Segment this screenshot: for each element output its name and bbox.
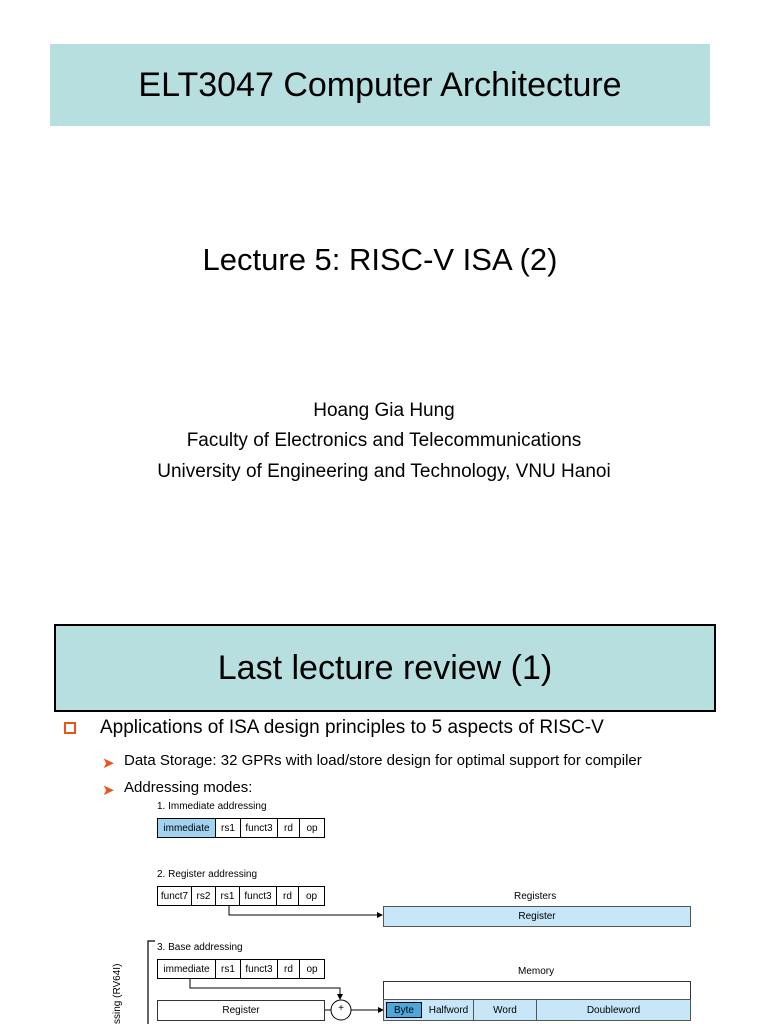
field-rs1: rs1 xyxy=(216,960,241,978)
field-op: op xyxy=(306,963,318,975)
registers-label: Registers xyxy=(514,891,557,902)
faculty-name: Faculty of Electronics and Telecommunications xyxy=(186,430,582,451)
mode3-instruction-format xyxy=(157,959,325,979)
field-rs1: rs1 xyxy=(216,887,240,905)
arrow-bullet-icon: ➤ xyxy=(102,782,115,799)
mode1-label: 1. Immediate addressing xyxy=(157,801,267,812)
field-immediate: immediate xyxy=(158,960,216,978)
main-bullet-text: Applications of ISA design principles to 5 aspects of RISC-V xyxy=(100,717,604,738)
memory-cells-row xyxy=(383,999,691,1021)
memory-label: Memory xyxy=(518,966,555,977)
review-title: Last lecture review (1) xyxy=(217,648,553,687)
memory-cell-halfword: Halfword xyxy=(424,1000,474,1020)
field-op: op xyxy=(305,890,318,902)
field-immediate: immediate xyxy=(158,819,216,837)
field-funct7: funct7 xyxy=(158,887,192,905)
field-rs1: rs1 xyxy=(216,819,241,837)
memory-cell-word: Word xyxy=(474,1000,537,1020)
field-rd: rd xyxy=(278,819,300,837)
field-funct3: funct3 xyxy=(241,960,278,978)
side-addressing-label: ssing (RV64I) xyxy=(112,963,123,1024)
field-funct3: funct3 xyxy=(240,887,277,905)
memory-top-row xyxy=(383,981,691,1000)
lecture-title: Lecture 5: RISC-V ISA (2) xyxy=(202,242,558,277)
field-rd: rd xyxy=(277,887,299,905)
arrow-bullet-icon: ➤ xyxy=(102,755,115,772)
field-rd: rd xyxy=(278,960,300,978)
sub-bullet-data-storage: Data Storage: 32 GPRs with load/store design for optimal support for compiler xyxy=(124,752,642,769)
university-name: University of Engineering and Technology, VNU Hanoi xyxy=(157,461,611,482)
base-register-box: Register xyxy=(157,1000,325,1021)
mode2-label: 2. Register addressing xyxy=(157,869,258,880)
register-box: Register xyxy=(383,906,691,927)
field-rs2: rs2 xyxy=(192,887,216,905)
field-funct3: funct3 xyxy=(241,819,278,837)
field-op: op xyxy=(306,822,318,834)
author-name: Hoang Gia Hung xyxy=(313,400,455,421)
adder-symbol: + xyxy=(338,1003,344,1014)
memory-cell-byte: Byte xyxy=(386,1002,422,1018)
memory-cell-doubleword: Doubleword xyxy=(586,1004,641,1016)
sub-bullet-addressing-modes: Addressing modes: xyxy=(124,779,253,796)
mode3-label: 3. Base addressing xyxy=(157,942,243,953)
course-title: ELT3047 Computer Architecture xyxy=(138,65,622,104)
